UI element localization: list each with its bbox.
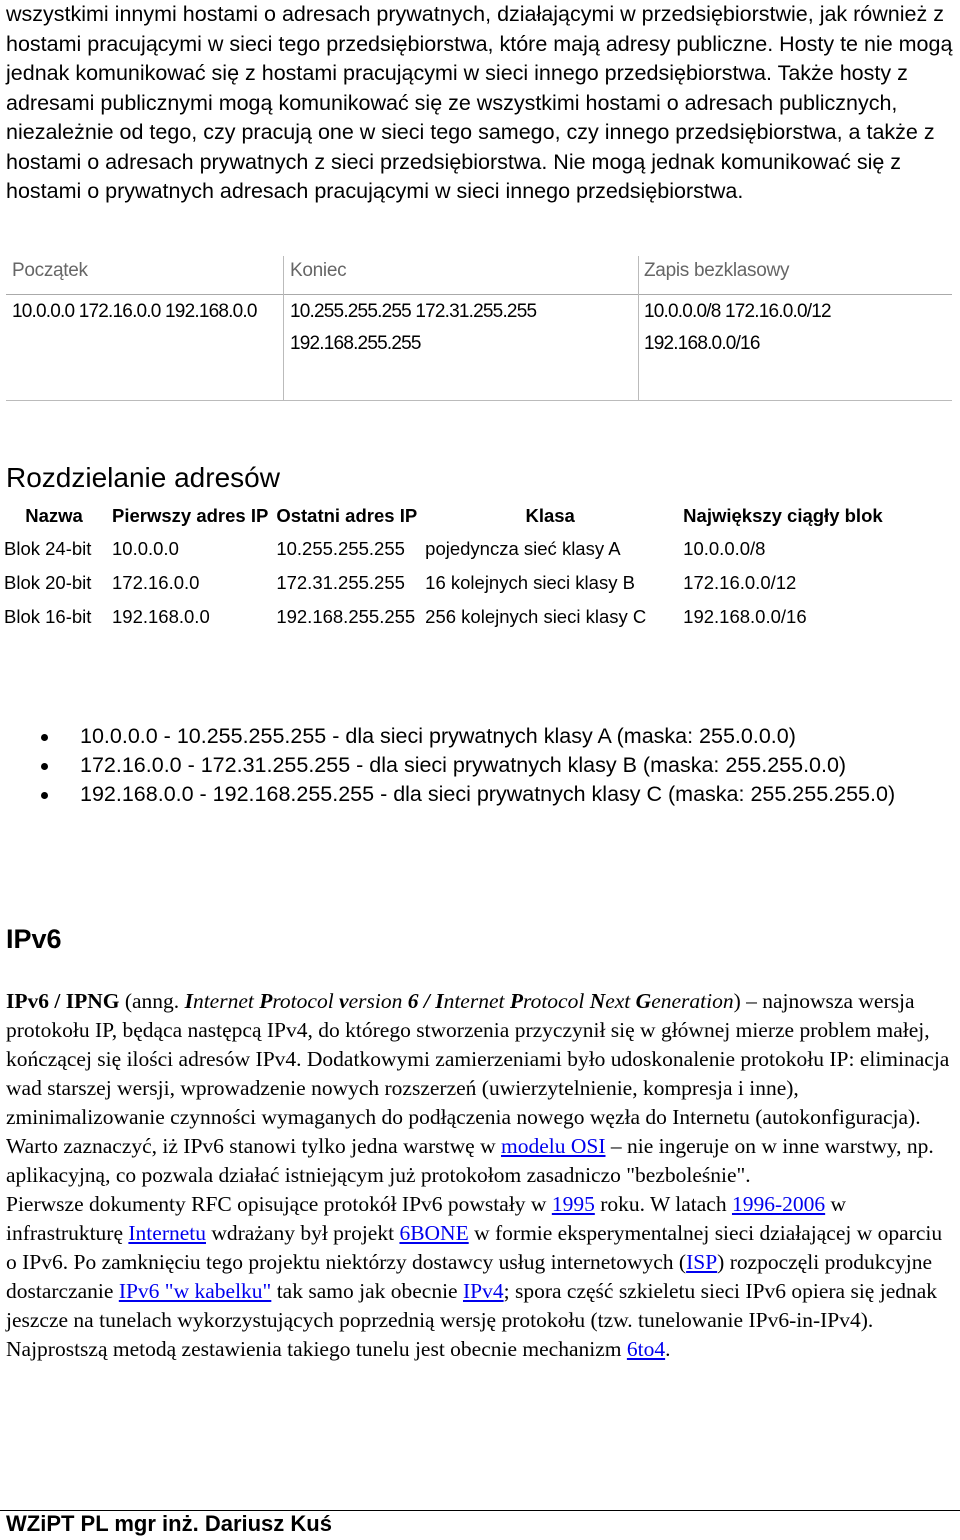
ipv6-paragraph-2: Pierwsze dokumenty RFC opisujące protokół IPv6 powstały w 1995 roku. W latach 1996-2006 w infrastrukturę Internetu wdrażany był projekt 6BONE w formie eksperymentalnej sieci działającej w oparciu o IPv6. Po zamknięciu tego projektu niektórzy dostawcy usług internetowych (ISP) rozpoczęli produkcyjne dostarczanie IPv6 "w kabelku" tak samo jak obecnie IPv4; spora część szkieletu sieci IPv6 opiera się jednak jeszcze na tunelach wykorzystujących poprzednią wersję protokołu (tzw. tunelowanie IPv6-in-IPv4). Najprostszą metodą zestawienia takiego tunelu jest obecnie mechanizm 6to4. xyxy=(6,1192,943,1361)
alloc-cell: Blok 20-bit xyxy=(4,572,92,593)
alloc-cell: 16 kolejnych sieci klasy B xyxy=(425,572,635,593)
range-table-bottom-rule xyxy=(6,400,952,401)
link-isp[interactable]: ISP xyxy=(686,1250,718,1274)
private-range-list xyxy=(80,722,940,809)
alloc-header-block: Największy ciągły blok xyxy=(683,505,883,526)
range-header-cidr: Zapis bezklasowy xyxy=(644,260,790,281)
range-cidr-values-line1: 10.0.0.0/8 172.16.0.0/12 xyxy=(644,301,831,322)
alloc-cell: 192.168.0.0 xyxy=(112,606,210,627)
alloc-header-class: Klasa xyxy=(525,505,575,526)
bullet-icon xyxy=(41,792,48,799)
link-6bone[interactable]: 6BONE xyxy=(399,1221,469,1245)
alloc-cell: 172.16.0.0 xyxy=(112,572,200,593)
range-header-end: Koniec xyxy=(290,260,347,281)
alloc-cell: pojedyncza sieć klasy A xyxy=(425,538,621,559)
range-table-header-rule xyxy=(6,294,952,295)
footer-author: WZiPT PL mgr inż. Dariusz Kuś xyxy=(6,1511,332,1536)
alloc-header-name: Nazwa xyxy=(25,505,83,526)
alloc-cell: 10.0.0.0 xyxy=(112,538,179,559)
alloc-header-last: Ostatni adres IP xyxy=(276,505,418,526)
ipv6-body xyxy=(6,987,956,1364)
link-modelu-osi[interactable]: modelu OSI xyxy=(500,1134,606,1158)
alloc-cell: Blok 16-bit xyxy=(4,606,92,627)
intro-paragraph: wszystkimi innymi hostami o adresach prywatnych, działającymi w przedsiębiorstwie, jak również z hostami pracującymi w sieci tego przedsiębiorstwa, które mają adresy publiczne. Hosty te nie mogą jednak komunikować się z hostami pracującymi w sieci innego przedsiębiorstwa. Także hosty z adresami publicznymi mogą komunikować się ze wszystkimi hostami o adresach publicznych, niezależnie od tego, czy pracują one w sieci tego samego, czy innego przedsiębiorstwa, a także z hostami o adresach prywatnych z sieci przedsiębiorstwa. Nie mogą jednak komunikować się z hostami o prywatnych adresach pracującymi w sieci innego przedsiębiorstwa. xyxy=(6,2,953,203)
list-item: 192.168.0.0 - 192.168.255.255 - dla sieci prywatnych klasy C (maska: 255.255.255.0) xyxy=(80,780,940,809)
range-table-divider-2 xyxy=(638,256,639,401)
alloc-heading: Rozdzielanie adresów xyxy=(6,462,280,493)
range-start-values: 10.0.0.0 172.16.0.0 192.168.0.0 xyxy=(12,301,257,322)
link-1996-2006[interactable]: 1996-2006 xyxy=(731,1192,826,1216)
range-cidr-values-line2: 192.168.0.0/16 xyxy=(644,333,760,354)
bullet-icon xyxy=(41,734,48,741)
alloc-cell: Blok 24-bit xyxy=(4,538,92,559)
list-item: 172.16.0.0 - 172.31.255.255 - dla sieci prywatnych klasy B (maska: 255.255.0.0) xyxy=(80,751,940,780)
range-table-divider-1 xyxy=(283,256,284,401)
link-internetu[interactable]: Internetu xyxy=(128,1221,206,1245)
link-6to4[interactable]: 6to4 xyxy=(626,1337,666,1361)
alloc-cell: 10.255.255.255 xyxy=(276,538,405,559)
alloc-cell: 10.0.0.0/8 xyxy=(683,538,766,559)
ipv6-heading: IPv6 xyxy=(6,924,62,954)
alloc-cell: 192.168.255.255 xyxy=(276,606,416,627)
bullet-icon xyxy=(41,763,48,770)
link-1995[interactable]: 1995 xyxy=(551,1192,595,1216)
alloc-header-row xyxy=(0,500,887,532)
alloc-cell: 172.31.255.255 xyxy=(276,572,405,593)
link-ipv6-w-kabelku[interactable]: IPv6 "w kabelku" xyxy=(118,1279,272,1303)
link-ipv4[interactable]: IPv4 xyxy=(462,1279,504,1303)
alloc-cell: 256 kolejnych sieci klasy C xyxy=(425,606,647,627)
alloc-cell: 172.16.0.0/12 xyxy=(683,572,797,593)
ipv6-paragraph-1: IPv6 / IPNG (anng. Internet Protocol version 6 / Internet Protocol Next Generation) – najnowsza wersja protokołu IP, będąca następcą IPv4, do którego stworzenia przyczynił się w głównej mierze problem małej, kończącej się ilości adresów IPv4. Dodatkowymi zamierzeniami było udoskonalenie protokołu IP: eliminacja wad starszej wersji, wprowadzenie nowych rozszerzeń (uwierzytelnienie, kompresja i inne), zminimalizowanie czynności wymaganych do podłączenia nowego węzła do Internetu (autokonfiguracja). Warto zaznaczyć, iż IPv6 stanowi tylko jedna warstwę w modelu OSI – nie ingeruje on w inne warstwy, np. aplikacyjną, co pozwala działać istniejącym już protokołom zasadniczo "bezboleśnie". xyxy=(6,989,950,1187)
alloc-cell: 192.168.0.0/16 xyxy=(683,606,807,627)
range-header-start: Początek xyxy=(12,260,88,281)
list-item: 10.0.0.0 - 10.255.255.255 - dla sieci prywatnych klasy A (maska: 255.0.0.0) xyxy=(80,722,940,751)
table-row xyxy=(0,600,887,634)
private-ranges-table xyxy=(6,256,952,401)
range-end-values-line1: 10.255.255.255 172.31.255.255 xyxy=(290,301,537,322)
table-row xyxy=(0,566,887,600)
range-end-values-line2: 192.168.255.255 xyxy=(290,333,421,354)
alloc-header-first: Pierwszy adres IP xyxy=(112,505,269,526)
table-row xyxy=(0,532,887,566)
alloc-table xyxy=(0,500,887,634)
